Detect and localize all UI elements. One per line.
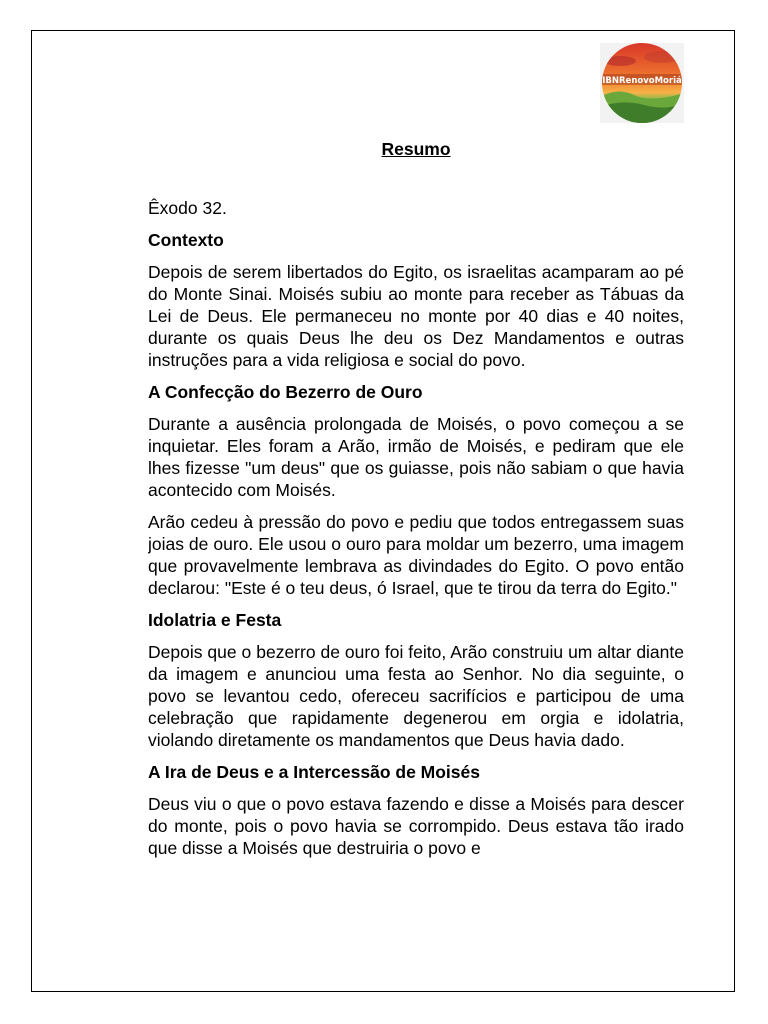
logo-text: IBNRenovoMoriá — [602, 76, 682, 86]
bible-reference: Êxodo 32. — [148, 198, 227, 218]
section-paragraph: Arão cedeu à pressão do povo e pediu que todos entregassem suas joias de ouro. Ele usou o ouro para moldar um bezerro, uma imagem que provavelmente lembrava as divindades do Egito. O povo então declarou: "Este é o teu deus, ó Israel, que te tirou da terra do Egito." — [148, 512, 684, 598]
section-heading-ira-de-deus: A Ira de Deus e a Intercessão de Moisés — [148, 762, 480, 782]
church-logo — [600, 43, 684, 123]
document-title: Resumo — [381, 139, 451, 159]
section-paragraph: Depois que o bezerro de ouro foi feito, Arão construiu um altar diante da imagem e anunciou uma festa ao Senhor. No dia seguinte, o povo se levantou cedo, ofereceu sacrifícios e participou de uma celebração que rapidamente degenerou em orgia e idolatria, violando diretamente os mandamentos que Deus havia dado. — [148, 642, 684, 750]
section-heading-bezerro: A Confecção do Bezerro de Ouro — [148, 382, 423, 402]
section-paragraph: Deus viu o que o povo estava fazendo e disse a Moisés para descer do monte, pois o povo havia se corrompido. Deus estava tão irado que disse a Moisés que destruiria o povo e — [148, 794, 684, 858]
section-heading-idolatria: Idolatria e Festa — [148, 610, 282, 630]
section-paragraph: Depois de serem libertados do Egito, os israelitas acamparam ao pé do Monte Sinai. Moisés subiu ao monte para receber as Tábuas da Lei de Deus. Ele permaneceu no monte por 40 dias e 40 noites, durante os quais Deus lhe deu os Dez Mandamentos e outras instruções para a vida religiosa e social do povo. — [148, 262, 684, 370]
section-heading-contexto: Contexto — [148, 230, 224, 250]
section-paragraph: Durante a ausência prolongada de Moisés, o povo começou a se inquietar. Eles foram a Arão, irmão de Moisés, e pediram que ele lhes fizesse "um deus" que os guiasse, pois não sabiam o que havia acontecido com Moisés. — [148, 414, 684, 500]
document-body — [148, 197, 684, 922]
